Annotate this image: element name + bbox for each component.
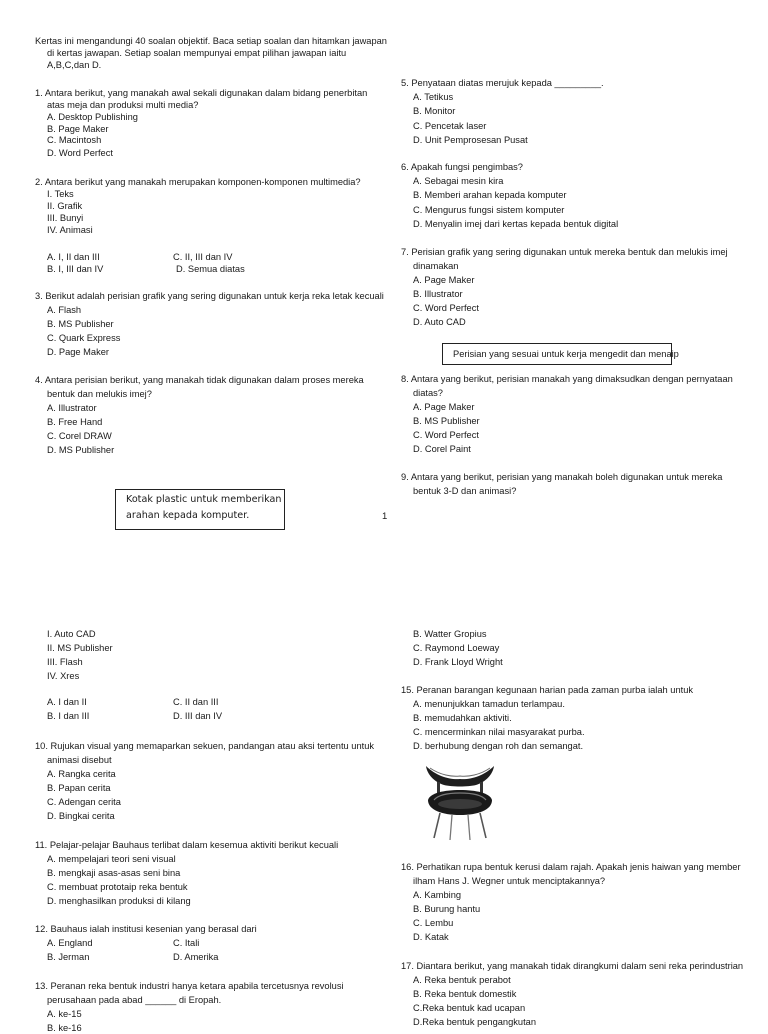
option: B. Burung hantu: [413, 904, 481, 914]
option: C. membuat prototaip reka bentuk: [47, 882, 188, 892]
question-5: 5. Penyataan diatas merujuk kepada _________. A. Tetikus B. Monitor C. Pencetak laser D. Unit Pemprosesan Pusat: [401, 78, 604, 145]
option: D. Semua diatas: [176, 264, 245, 274]
option: C. II, III dan IV: [173, 252, 233, 262]
option: C.Reka bentuk kad ucapan: [413, 1003, 526, 1013]
keyboard-description-box: Kotak plastic untuk memberikan arahan kepada komputer.: [115, 489, 285, 530]
option: B. memudahkan aktiviti.: [413, 713, 512, 723]
question-9-stem: 9. Antara yang berikut, perisian yang manakah boleh digunakan untuk mereka bentuk 3-D dan animasi?: [401, 472, 723, 496]
question-16: 16. Perhatikan rupa bentuk kerusi dalam rajah. Apakah jenis haiwan yang member ilham Hans J. Wegner untuk menciptakannya? A. Kambing B. Burung hantu C. Lembu D. Katak: [401, 862, 741, 942]
option: C. Raymond Loeway: [413, 643, 500, 653]
option: D. Auto CAD: [413, 317, 466, 327]
option: A. Kambing: [413, 890, 462, 900]
option: B. MS Publisher: [47, 319, 114, 329]
question-1: 1. Antara berikut, yang manakah awal sekali digunakan dalam bidang penerbitan atas meja dan produksi multi media? A. Desktop Publishing B. Page Maker C. Macintosh D. Word Perfect: [35, 88, 368, 158]
option: B. I dan III: [47, 711, 90, 721]
question-17: 17. Diantara berikut, yang manakah tidak dirangkumi dalam seni reka perindustrian A. Reka bentuk perabot B. Reka bentuk domestik C.Reka bentuk kad ucapan D.Reka bentuk pengangkutan: [401, 961, 744, 1027]
option: B. ke-16: [47, 1023, 82, 1033]
question-3: 3. Berikut adalah perisian grafik yang sering digunakan untuk kerja reka letak kecuali A. Flash B. MS Publisher C. Quark Express D. Page Maker: [35, 291, 384, 357]
option: B. Free Hand: [47, 417, 103, 427]
option: B. Reka bentuk domestik: [413, 989, 517, 999]
option: D. Page Maker: [47, 347, 110, 357]
question-9-continued: I. Auto CAD II. MS Publisher III. Flash IV. Xres A. I dan II C. II dan III B. I dan III D. III dan IV: [47, 629, 223, 721]
option: D. Unit Pemprosesan Pusat: [413, 135, 528, 145]
option: C. Adengan cerita: [47, 797, 121, 807]
option: B. Memberi arahan kepada komputer: [413, 190, 567, 200]
option: B. Watter Gropius: [413, 629, 487, 639]
option: A. menunjukkan tamadun terlampau.: [413, 699, 565, 709]
option: B. mengkaji asas-asas seni bina: [47, 868, 181, 878]
option: B. Illustrator: [413, 289, 463, 299]
option: A. ke-15: [47, 1009, 82, 1019]
option: B. Page Maker: [47, 124, 109, 134]
option: B. Monitor: [413, 106, 456, 116]
option: C. II dan III: [173, 697, 219, 707]
question-14-continued: [401, 628, 503, 668]
option: D. III dan IV: [173, 711, 223, 721]
option: A. Page Maker: [413, 275, 475, 285]
question-7: 7. Perisian grafik yang sering digunakan untuk mereka bentuk dan melukis imej dinamakan A. Page Maker B. Illustrator C. Word Perfect D. Auto CAD: [401, 247, 728, 327]
option: A. mempelajari teori seni visual: [47, 854, 176, 864]
option: D. berhubung dengan roh dan semangat.: [413, 741, 584, 751]
option: C. Lembu: [413, 918, 454, 928]
editing-software-box: Perisian yang sesuai untuk kerja mengedit dan menaip: [442, 343, 672, 365]
question-13: 13. Peranan reka bentuk industri hanya ketara apabila tercetusnya revolusi perusahaan pada abad ______ di Eropah. A. ke-15 B. ke-16: [35, 981, 344, 1033]
question-10: 10. Rujukan visual yang memaparkan sekuen, pandangan atau aksi tertentu untuk animasi disebut A. Rangka cerita B. Papan cerita C. Adengan cerita D. Bingkai cerita: [35, 741, 375, 821]
option: A. Desktop Publishing: [47, 112, 138, 122]
option: D. Corel Paint: [413, 444, 471, 454]
option: D.Reka bentuk pengangkutan: [413, 1017, 537, 1027]
question-15: 15. Peranan barangan kegunaan harian pada zaman purba ialah untuk A. menunjukkan tamadun terlampau. B. memudahkan aktiviti. C. mencerminkan nilai masyarakat purba. D. berhubung dengan roh dan semangat.: [401, 685, 694, 751]
option: A. I, II dan III: [47, 252, 100, 262]
question-6: 6. Apakah fungsi pengimbas? A. Sebagai mesin kira B. Memberi arahan kepada komputer C. Mengurus fungsi sistem komputer D. Menyalin imej dari kertas kepada bentuk digital: [401, 162, 619, 229]
option: C. Macintosh: [47, 135, 102, 145]
option: C. Word Perfect: [413, 303, 479, 313]
option: C. Quark Express: [47, 333, 121, 343]
option: C. Word Perfect: [413, 430, 479, 440]
page-break: [0, 560, 768, 610]
option: D. Katak: [413, 932, 449, 942]
option: C. mencerminkan nilai masyarakat purba.: [413, 727, 585, 737]
option: C. Pencetak laser: [413, 121, 487, 131]
option: A. England: [47, 938, 93, 948]
intro-text: Kertas ini mengandungi 40 soalan objektif. Baca setiap soalan dan hitamkan jawapan di kertas jawapan. Setiap soalan mempunyai empat pilihan jawapan iaitu A,B,C,dan D.: [35, 36, 387, 70]
option: A. Sebagai mesin kira: [413, 176, 504, 186]
option: C. Itali: [173, 938, 200, 948]
chair-leg: [434, 813, 440, 838]
question-11: 11. Pelajar-pelajar Bauhaus terlibat dalam kesemua aktiviti berikut kecuali A. mempelajari teori seni visual B. mengkaji asas-asas seni bina C. membuat prototaip reka bentuk D. menghasilkan produksi di kilang: [35, 840, 339, 906]
question-8: 8. Antara yang berikut, perisian manakah yang dimaksudkan dengan pernyataan diatas? A. Page Maker B. MS Publisher C. Word Perfect D. Corel Paint: [401, 374, 733, 454]
chair-leg: [480, 813, 486, 838]
option: A. Rangka cerita: [47, 769, 116, 779]
chair-leg: [468, 815, 470, 840]
option: A. Page Maker: [413, 402, 475, 412]
option: D. Menyalin imej dari kertas kepada bentuk digital: [413, 219, 619, 229]
option: A. Flash: [47, 305, 82, 315]
option: D. menghasilkan produksi di kilang: [47, 896, 191, 906]
option: B. Papan cerita: [47, 783, 111, 793]
question-4: 4. Antara perisian berikut, yang manakah tidak digunakan dalam proses mereka bentuk dan melukis imej? A. Illustrator B. Free Hand C. Corel DRAW D. MS Publisher: [35, 375, 364, 455]
option: D. Word Perfect: [47, 148, 113, 158]
chair-illustration: [420, 760, 500, 842]
option: D. Bingkai cerita: [47, 811, 115, 821]
question-12: 12. Bauhaus ialah institusi kesenian yang berasal dari A. England C. Itali B. Jerman D. Amerika: [35, 924, 257, 962]
option: B. Jerman: [47, 952, 90, 962]
option: C. Corel DRAW: [47, 431, 112, 441]
question-2: 2. Antara berikut yang manakah merupakan komponen-komponen multimedia? I. Teks II. Grafik III. Bunyi IV. Animasi A. I, II dan III C. II, III dan IV B. I, III dan IV D. Semua diatas: [35, 177, 361, 274]
option: A. Illustrator: [47, 403, 97, 413]
option: A. I dan II: [47, 697, 87, 707]
option: D. MS Publisher: [47, 445, 115, 455]
option: D. Frank Lloyd Wright: [413, 657, 503, 667]
option: C. Mengurus fungsi sistem komputer: [413, 205, 565, 215]
page-number: 1: [382, 511, 388, 522]
option: B. I, III dan IV: [47, 264, 104, 274]
option: A. Reka bentuk perabot: [413, 975, 511, 985]
option: B. MS Publisher: [413, 416, 480, 426]
chair-leg: [450, 815, 452, 840]
option: A. Tetikus: [413, 92, 454, 102]
option: D. Amerika: [173, 952, 219, 962]
